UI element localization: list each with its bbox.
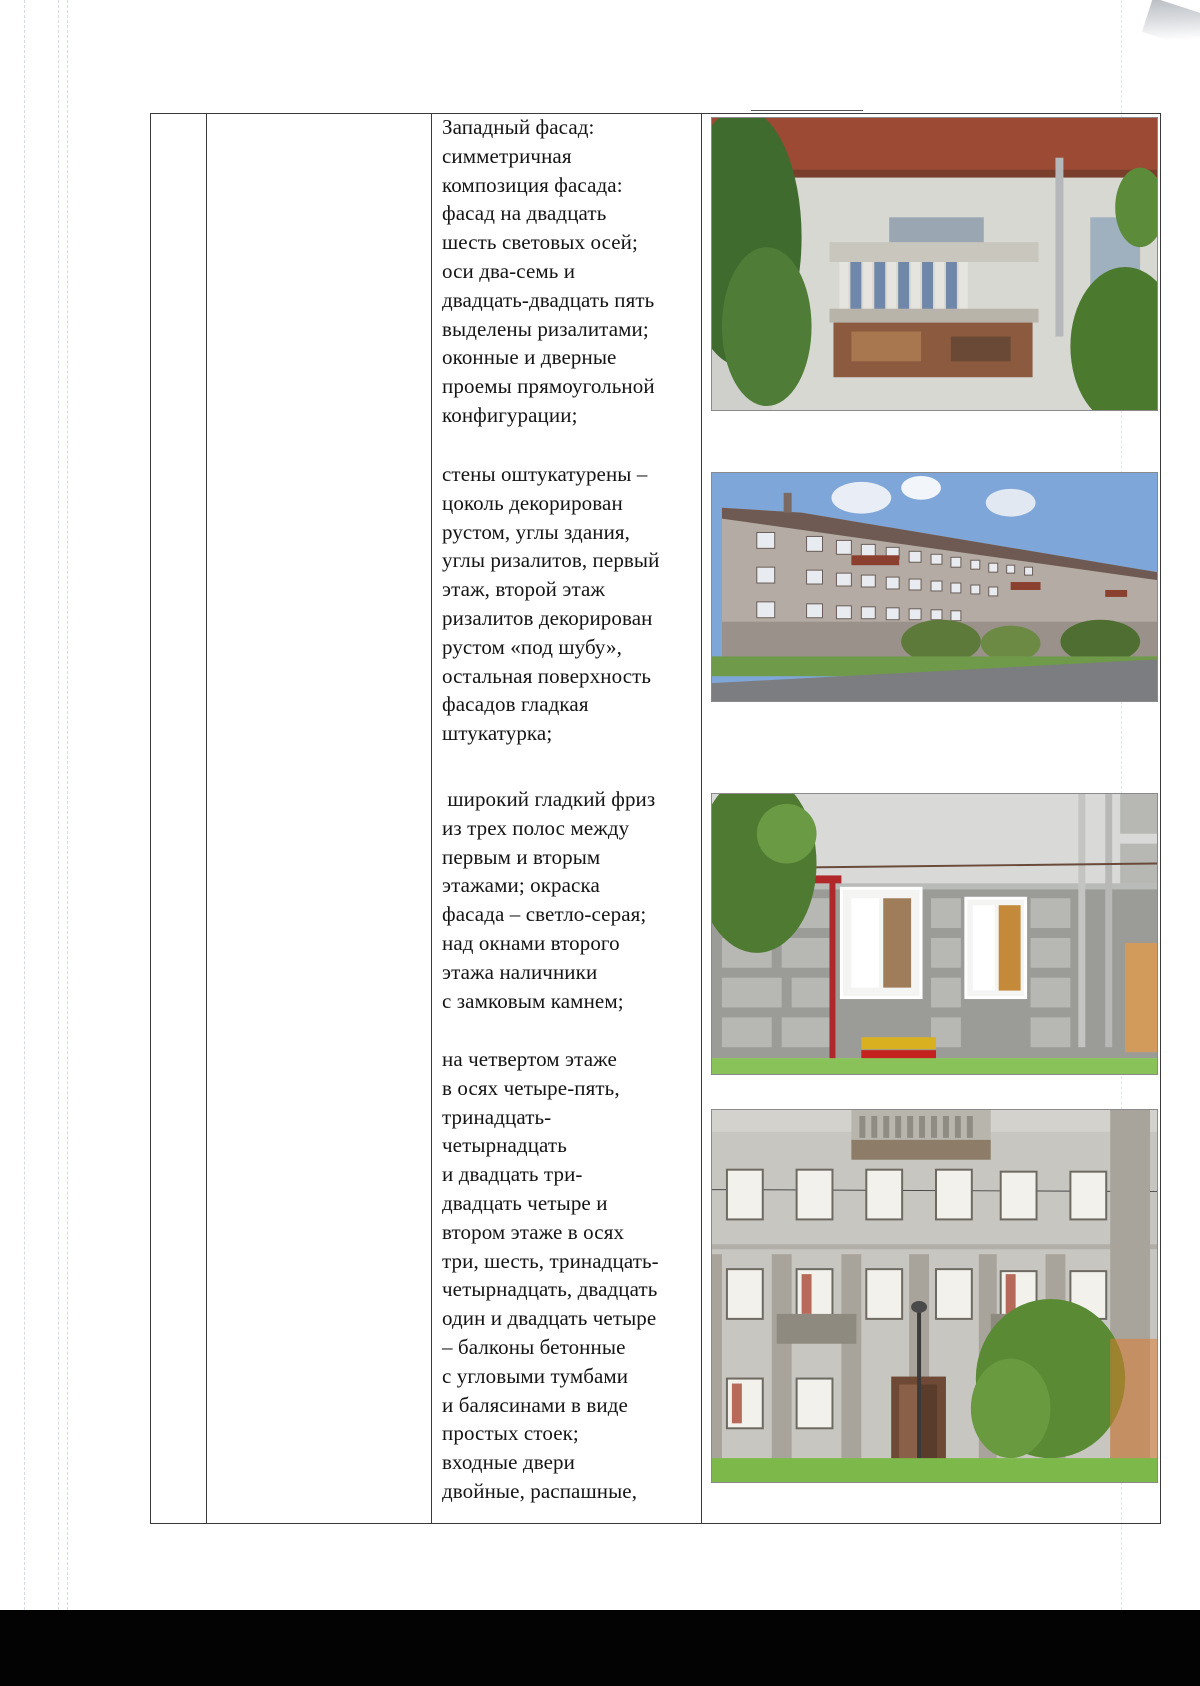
facade-paragraph-balconies (442, 1045, 688, 1506)
facade-paragraph-west (442, 113, 688, 430)
text-line: четырнадцать, двадцать (442, 1277, 658, 1302)
text-line: широкий гладкий фриз (442, 787, 656, 811)
text-line: стены оштукатурены – (442, 462, 648, 486)
text-line: оси два-семь и (442, 258, 576, 283)
photo-building-street-view (711, 472, 1158, 702)
text-line: этажами; окраска (442, 873, 600, 898)
text-line: и балясинами в виде (442, 1392, 628, 1417)
text-line: – балконы бетонные (442, 1334, 626, 1359)
text-line: фасад на двадцать (442, 201, 607, 226)
scan-artifact-line (24, 0, 25, 1610)
text-line: Западный фасад: (442, 115, 595, 139)
facade-paragraph-walls (442, 460, 688, 748)
text-line: двадцать четыре и (442, 1190, 608, 1215)
text-line: простых стоек; (442, 1421, 579, 1446)
photo-balcony-closeup (711, 117, 1158, 411)
balcony-closeup-image (712, 118, 1157, 410)
text-line: проемы прямоугольной (442, 374, 655, 399)
text-line: из трех полос между (442, 815, 630, 840)
table-column-divider (431, 114, 432, 1523)
scan-artifact-line (58, 0, 59, 1610)
scan-artifact-line (67, 0, 68, 1610)
text-line: первым и вторым (442, 844, 601, 869)
text-line: оконные и дверные (442, 345, 617, 370)
text-line: остальная поверхность (442, 663, 652, 688)
text-line: углы ризалитов, первый (442, 548, 660, 573)
text-line: втором этаже в осях (442, 1219, 625, 1244)
text-line: с замковым камнем; (442, 988, 624, 1013)
text-line: конфигурации; (442, 402, 578, 427)
text-line: композиция фасада: (442, 172, 623, 197)
text-line: три, шесть, тринадцать- (442, 1248, 659, 1273)
ground-floor-rustication-image (712, 794, 1157, 1074)
text-line: штукатурка; (442, 721, 553, 746)
text-line: фасада – светло-серая; (442, 902, 647, 927)
text-line: в осях четыре-пять, (442, 1075, 620, 1100)
photo-facade-balconies-entrance (711, 1109, 1158, 1483)
text-line: с угловыми тумбами (442, 1363, 629, 1388)
text-line: цоколь декорирован (442, 490, 623, 515)
facade-paragraph-frieze (442, 785, 688, 1015)
text-line: симметричная (442, 143, 572, 168)
text-line: рустом «под шубу», (442, 634, 623, 659)
photo-ground-floor-rustication (711, 793, 1158, 1075)
text-line: ризалитов декорирован (442, 605, 653, 630)
text-line: тринадцать- (442, 1104, 552, 1129)
text-line: на четвертом этаже (442, 1047, 617, 1071)
text-line: входные двери (442, 1450, 575, 1475)
text-line: и двадцать три- (442, 1162, 583, 1187)
facade-balconies-entrance-image (712, 1110, 1157, 1482)
scan-bottom-band (0, 1610, 1200, 1686)
table-top-rule (751, 110, 863, 111)
text-line: этажа наличники (442, 959, 598, 984)
text-line: четырнадцать (442, 1133, 567, 1158)
text-line: двадцать-двадцать пять (442, 287, 655, 312)
text-line: шесть световых осей; (442, 230, 638, 255)
table-column-divider (206, 114, 207, 1523)
text-line: один и двадцать четыре (442, 1306, 657, 1331)
text-line: над окнами второго (442, 930, 620, 955)
scan-corner-smudge (1142, 0, 1200, 50)
text-line: этаж, второй этаж (442, 577, 606, 602)
building-street-view-image (712, 473, 1157, 701)
text-line: выделены ризалитами; (442, 316, 649, 341)
table-column-divider (701, 114, 702, 1523)
text-line: двойные, распашные, (442, 1478, 638, 1503)
text-line: рустом, углы здания, (442, 519, 631, 544)
text-line: фасадов гладкая (442, 692, 589, 717)
